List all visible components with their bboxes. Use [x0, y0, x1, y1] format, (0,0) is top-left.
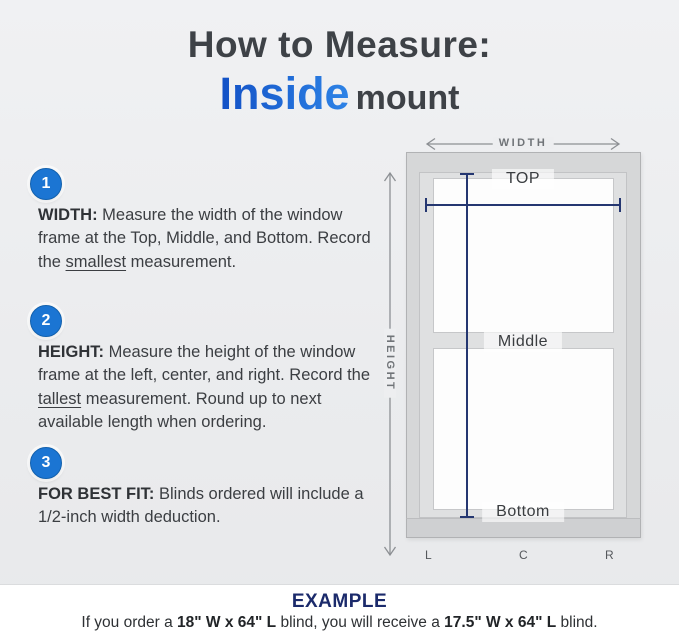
height-measure-cap-top — [460, 173, 474, 175]
title-line2 — [0, 68, 679, 120]
page-title — [0, 24, 679, 120]
step-1-body: Measure the width of the window frame at the Top, Middle, and Bottom. Record the — [38, 206, 371, 271]
example-heading: EXAMPLE — [291, 591, 388, 612]
step-2-body: Measure the height of the window frame at the left, center, and right. Record the — [38, 343, 371, 385]
label-left-l: L — [425, 548, 433, 562]
label-top: TOP — [492, 169, 554, 189]
step-1-label: WIDTH: — [38, 206, 98, 224]
step-1-underlined-word: smallest — [65, 252, 127, 271]
example-footer — [0, 585, 679, 642]
step-2-underlined-word: tallest — [38, 389, 82, 408]
example-post: blind. — [556, 614, 598, 631]
label-middle: Middle — [484, 332, 562, 352]
height-measure-line — [466, 174, 468, 518]
example-pre: If you order a — [81, 614, 178, 631]
height-measure-cap-bottom — [460, 516, 474, 518]
window-pane-lower — [433, 348, 614, 510]
title-line1: How to Measure: — [187, 24, 492, 65]
step-2-body-end: measurement. Round up to next available length when ordering. — [38, 389, 322, 432]
window-pane-upper — [433, 178, 614, 333]
example-mid: blind, you will receive a — [276, 614, 445, 631]
title-rest: mount — [355, 79, 460, 117]
step-2-label: HEIGHT: — [38, 343, 104, 361]
step-1-body-end: measurement. — [126, 252, 237, 271]
example-ordered-size: 18" W x 64" L — [177, 614, 277, 631]
step-3-text — [38, 483, 374, 530]
width-measure-cap-right — [619, 198, 621, 212]
label-bottom: Bottom — [482, 502, 564, 522]
step-3-body: Blinds ordered will include a 1/2-inch width deduction. — [38, 485, 364, 527]
step-3-label: FOR BEST FIT: — [38, 485, 155, 503]
example-received-size: 17.5" W x 64" L — [444, 614, 557, 631]
step-1-text — [38, 204, 374, 274]
height-dimension-label: HEIGHT — [384, 329, 396, 398]
example-sentence — [0, 614, 679, 632]
label-center-c: C — [519, 548, 529, 562]
step-1-badge: 1 — [30, 168, 62, 200]
title-accent: Inside — [220, 68, 356, 119]
label-right-r: R — [605, 548, 615, 562]
width-measure-cap-left — [425, 198, 427, 212]
width-dimension-label: WIDTH — [493, 137, 554, 149]
step-3-badge: 3 — [30, 447, 62, 479]
step-2-text — [38, 341, 374, 435]
step-2-badge: 2 — [30, 305, 62, 337]
width-measure-line — [425, 204, 621, 206]
